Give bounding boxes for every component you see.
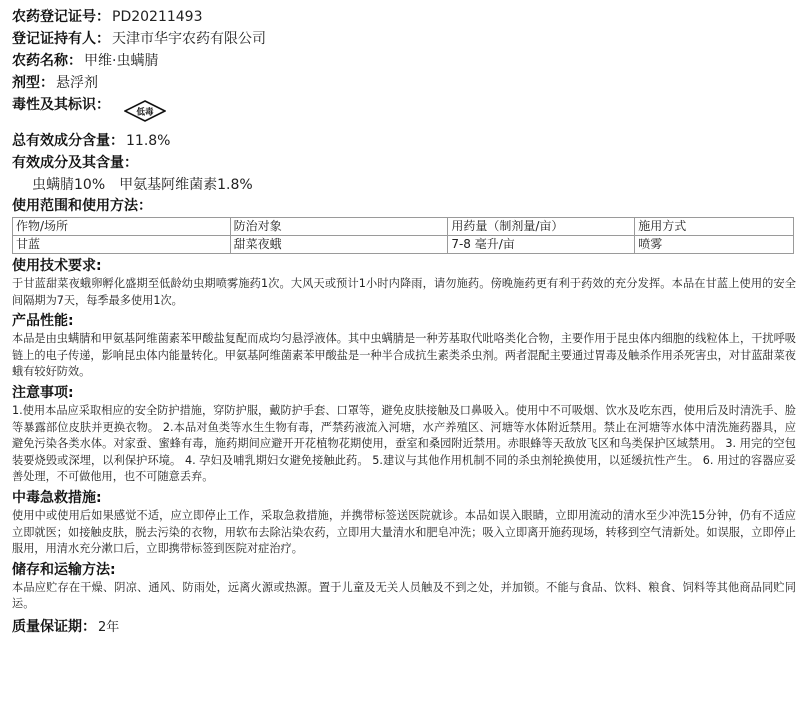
registration-number-row — [12, 6, 792, 28]
table-header-cell: 作物/场所 — [13, 218, 231, 236]
table-cell: 甜菜夜蛾 — [230, 236, 448, 254]
shelf-life-row — [12, 616, 792, 638]
formulation-value: 悬浮剂 — [56, 75, 98, 91]
table-cell: 甘蓝 — [13, 236, 231, 254]
table-row — [13, 236, 794, 254]
table-cell: 喷雾 — [635, 236, 794, 254]
table-header-cell: 施用方式 — [635, 218, 794, 236]
table-header-cell: 防治对象 — [230, 218, 448, 236]
ingredient-item: 甲氨基阿维菌素1.8% — [119, 177, 253, 193]
precautions-title: 注意事项: — [12, 384, 74, 401]
usage-label: 使用范围和使用方法： — [12, 198, 152, 214]
storage-transport-text: 本品应贮存在干燥、阴凉、通风、防雨处，远离火源或热源。置于儿童及无关人员触及不到之处，并加锁。不能与食品、饮料、粮食、饲料等其他商品同贮同运。 — [12, 580, 796, 611]
holder-row — [12, 28, 792, 50]
precautions-text: 1.使用本品应采取相应的安全防护措施，穿防护服，戴防护手套、口罩等，避免皮肤接触及口鼻吸入。使用中不可吸烟、饮水及吃东西，使用后及时清洗手、脸等暴露部位皮肤并更换衣物。 2.本品对鱼类等水生生物有毒，严禁药液流入河塘，水产养殖区、河塘等水体附近禁用。禁止在河塘等水体中清洗施药器具，应避免污染各类水体。对家蚕、蜜蜂有毒，施药期间应避开开花植物花期使用，蚕室和桑园附近禁用。赤眼蜂等天敌放飞区和鸟类保护区域禁用。 3. 用完的空包装要烧毁或深埋，以利保护环境。 4. 孕妇及哺乳期妇女避免接触此药。 5.建议与其他作用机制不同的杀虫剂轮换使用，以延缓抗性产生。 6. 用过的容器应妥善处理，不可做他用，也不可随意丢弃。 — [12, 403, 796, 484]
toxicity-row — [12, 94, 792, 130]
technical-requirements-text: 于甘蓝甜菜夜蛾卵孵化盛期至低龄幼虫期喷雾施药1次。大风天或预计1小时内降雨，请勿施药。傍晚施药更有利于药效的充分发挥。本品在甘蓝上使用的安全间隔期为7天，每季最多使用1次。 — [12, 277, 796, 307]
first-aid-text: 使用中或使用后如果感觉不适，应立即停止工作，采取急救措施，并携带标签送医院就诊。本品如误入眼睛，立即用流动的清水至少冲洗15分钟，仍有不适应立即就医；如接触皮肤，脱去污染的衣物，用软布去除沾染农药，立即用大量清水和肥皂冲洗；吸入立即离开施药现场，转移到空气清新处。如误服，立即停止服用，用清水充分漱口后，立即携带标签到医院对症治疗。 — [12, 508, 796, 556]
storage-transport-title: 储存和运输方法: — [12, 561, 116, 578]
ingredients-label: 有效成分及其含量： — [12, 155, 138, 171]
ingredients-row — [12, 152, 792, 174]
total-content-row — [12, 130, 792, 152]
shelf-life-value: 2年 — [98, 619, 120, 635]
total-content-label: 总有效成分含量： — [12, 133, 124, 149]
low-toxicity-icon — [124, 100, 166, 122]
registration-number-label: 农药登记证号： — [12, 9, 110, 25]
holder-label: 登记证持有人： — [12, 31, 110, 47]
first-aid-title: 中毒急救措施: — [12, 489, 102, 506]
product-performance-text: 本品是由虫螨腈和甲氨基阿维菌素苯甲酸盐复配而成均匀悬浮液体。其中虫螨腈是一种芳基取代吡咯类化合物，主要作用于昆虫体内细胞的线粒体上，干扰呼吸链上的电子传递，影响昆虫体内能量转化。甲氨基阿维菌素苯甲酸盐是一种半合成抗生素类杀虫剂。两者混配主要通过胃毒及触杀作用杀死害虫，对甘蓝甜菜夜蛾有较好防效。 — [12, 332, 796, 379]
total-content-value: 11.8% — [126, 133, 171, 149]
formulation-label: 剂型： — [12, 75, 54, 91]
table-header-row — [13, 218, 794, 236]
toxicity-badge-text: 低毒 — [136, 107, 154, 118]
product-name-label: 农药名称： — [12, 53, 82, 69]
product-name-row — [12, 50, 792, 72]
usage-row — [12, 196, 792, 216]
shelf-life-label: 质量保证期： — [12, 618, 96, 635]
usage-table — [12, 217, 794, 254]
ingredients-list — [12, 174, 792, 196]
holder-value: 天津市华宇农药有限公司 — [112, 31, 266, 47]
product-name-value: 甲维·虫螨腈 — [84, 53, 159, 69]
ingredient-item: 虫螨腈10% — [32, 177, 106, 193]
table-cell: 7-8 毫升/亩 — [448, 236, 635, 254]
formulation-row — [12, 72, 792, 94]
toxicity-label: 毒性及其标识： — [12, 97, 110, 113]
registration-number-value: PD20211493 — [112, 9, 203, 25]
table-header-cell: 用药量（制剂量/亩） — [448, 218, 635, 236]
technical-requirements-title: 使用技术要求: — [12, 258, 102, 274]
product-performance-title: 产品性能: — [12, 313, 74, 330]
